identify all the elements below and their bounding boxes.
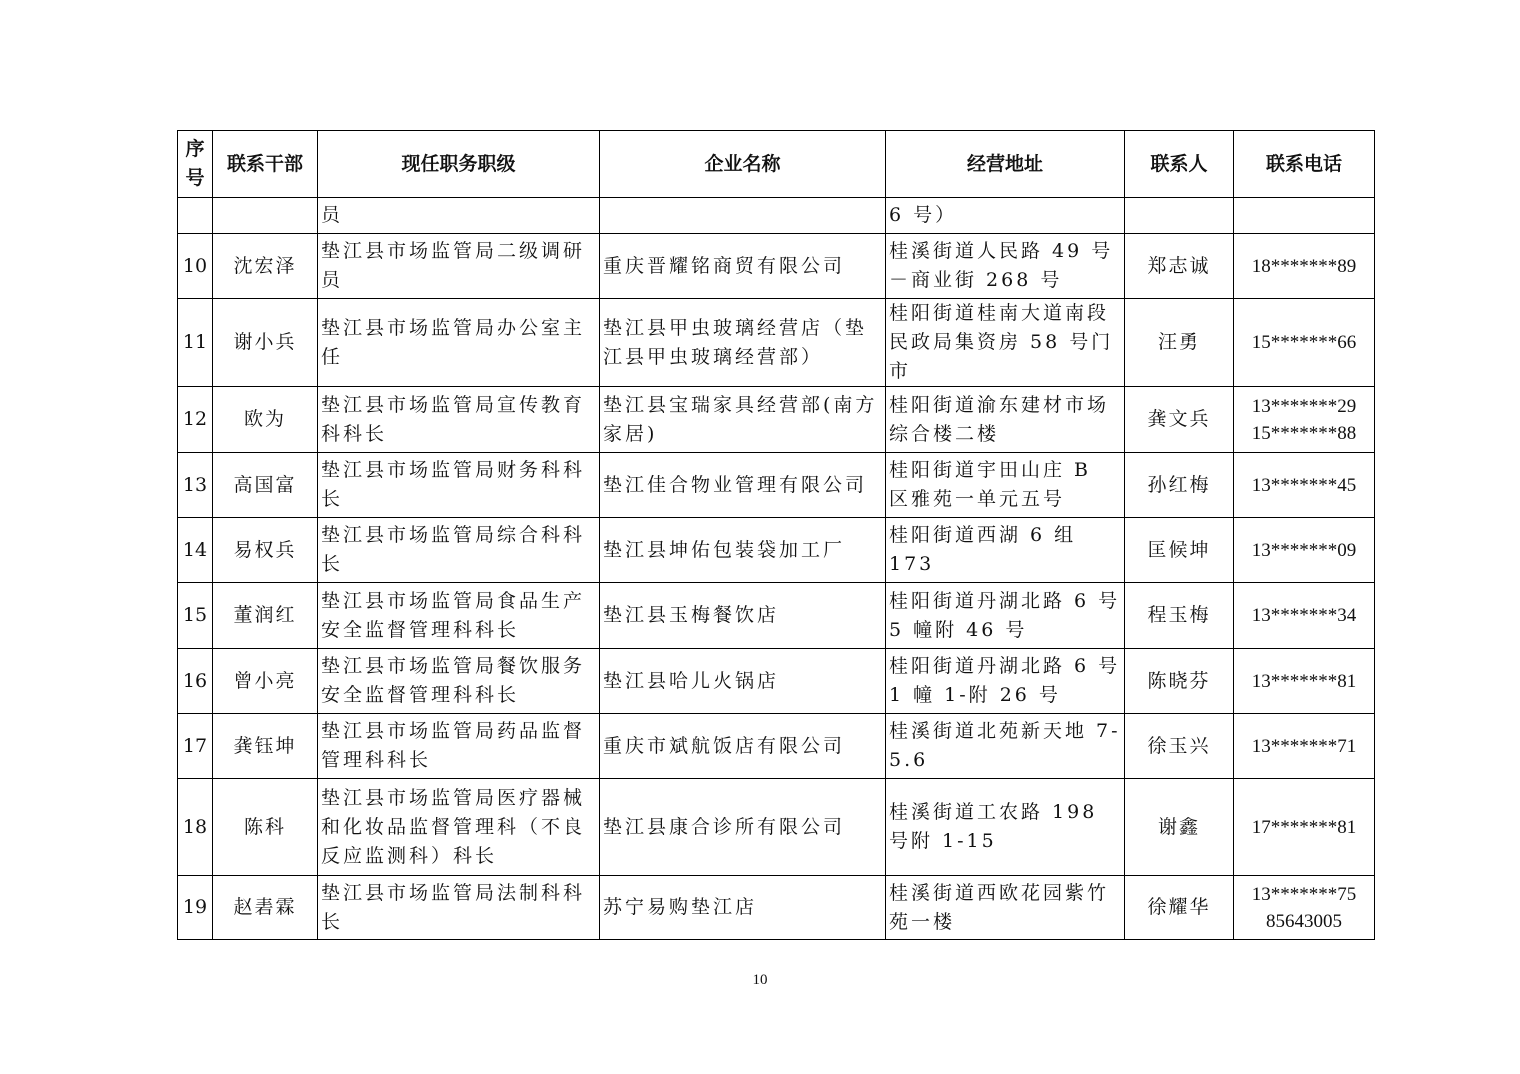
cell-phone xyxy=(1234,387,1375,453)
cell-seq: 19 xyxy=(178,876,213,940)
cell-address: 桂阳街道丹湖北路 6 号 5 幢附 46 号 xyxy=(886,583,1125,649)
cell-position: 垫江县市场监管局办公室主任 xyxy=(318,299,600,387)
cell-address: 桂阳街道渝东建材市场综合楼二楼 xyxy=(886,387,1125,453)
cell-address: 桂阳街道西湖 6 组 173 xyxy=(886,518,1125,583)
cell-position: 垫江县市场监管局财务科科长 xyxy=(318,453,600,518)
cell-company: 垫江县哈儿火锅店 xyxy=(600,649,886,714)
table-row xyxy=(178,299,1375,387)
cell-contact-person: 汪勇 xyxy=(1125,299,1234,387)
table-row xyxy=(178,583,1375,649)
cell-company: 垫江县坤佑包装袋加工厂 xyxy=(600,518,886,583)
cell-position: 员 xyxy=(318,198,600,234)
cell-contact-cadre xyxy=(213,198,318,234)
cell-phone xyxy=(1234,453,1375,518)
header-company: 企业名称 xyxy=(600,131,886,198)
cell-seq: 10 xyxy=(178,234,213,299)
header-address: 经营地址 xyxy=(886,131,1125,198)
page-number: 10 xyxy=(752,972,768,988)
table-row xyxy=(178,453,1375,518)
table-row xyxy=(178,779,1375,876)
cell-phone xyxy=(1234,714,1375,779)
table-row xyxy=(178,876,1375,940)
cell-seq: 11 xyxy=(178,299,213,387)
header-contact-person: 联系人 xyxy=(1125,131,1234,198)
cell-seq: 16 xyxy=(178,649,213,714)
cell-position: 垫江县市场监管局食品生产安全监督管理科科长 xyxy=(318,583,600,649)
header-row xyxy=(178,131,1375,198)
cell-company: 垫江县康合诊所有限公司 xyxy=(600,779,886,876)
cell-company: 苏宁易购垫江店 xyxy=(600,876,886,940)
cell-position: 垫江县市场监管局法制科科长 xyxy=(318,876,600,940)
cell-contact-cadre: 曾小亮 xyxy=(213,649,318,714)
cell-phone xyxy=(1234,299,1375,387)
cell-contact-cadre: 欧为 xyxy=(213,387,318,453)
cell-position: 垫江县市场监管局二级调研员 xyxy=(318,234,600,299)
table-row xyxy=(178,649,1375,714)
cell-contact-person: 郑志诚 xyxy=(1125,234,1234,299)
phone-number: 85643005 xyxy=(1266,910,1342,932)
cell-company: 垫江佳合物业管理有限公司 xyxy=(600,453,886,518)
cell-company: 重庆晋耀铭商贸有限公司 xyxy=(600,234,886,299)
phone-number: 15*******66 xyxy=(1251,332,1357,353)
cell-contact-person: 龚文兵 xyxy=(1125,387,1234,453)
phone-number: 13*******34 xyxy=(1251,605,1357,626)
phone-number: 13*******75 xyxy=(1251,883,1357,905)
header-position: 现任职务职级 xyxy=(318,131,600,198)
cell-contact-cadre: 易权兵 xyxy=(213,518,318,583)
cell-company xyxy=(600,198,886,234)
table-row xyxy=(178,234,1375,299)
header-seq: 序号 xyxy=(178,131,213,198)
cell-address: 桂阳街道桂南大道南段民政局集资房 58 号门市 xyxy=(886,299,1125,387)
cell-seq xyxy=(178,198,213,234)
phone-number: 13*******81 xyxy=(1251,670,1357,692)
cell-contact-cadre: 谢小兵 xyxy=(213,299,318,387)
cell-address: 桂溪街道北苑新天地 7-5.6 xyxy=(886,714,1125,779)
cell-contact-cadre: 陈科 xyxy=(213,779,318,876)
cell-company: 垫江县宝瑞家具经营部(南方家居) xyxy=(600,387,886,453)
cell-phone xyxy=(1234,876,1375,940)
cell-company: 垫江县玉梅餐饮店 xyxy=(600,583,886,649)
cell-contact-person: 徐耀华 xyxy=(1125,876,1234,940)
table-row xyxy=(178,387,1375,453)
cell-contact-cadre: 高国富 xyxy=(213,453,318,518)
cell-contact-person: 陈晓芬 xyxy=(1125,649,1234,714)
cell-seq: 15 xyxy=(178,583,213,649)
cell-position: 垫江县市场监管局餐饮服务安全监督管理科科长 xyxy=(318,649,600,714)
cell-phone xyxy=(1234,234,1375,299)
cell-phone xyxy=(1234,198,1375,234)
header-phone: 联系电话 xyxy=(1234,131,1375,198)
cell-position: 垫江县市场监管局宣传教育科科长 xyxy=(318,387,600,453)
phone-number: 13*******29 xyxy=(1251,395,1357,417)
cell-company: 重庆市斌航饭店有限公司 xyxy=(600,714,886,779)
cell-address: 桂阳街道宇田山庄 B 区雅苑一单元五号 xyxy=(886,453,1125,518)
cell-seq: 12 xyxy=(178,387,213,453)
table-row-carryover xyxy=(178,198,1375,234)
cell-seq: 13 xyxy=(178,453,213,518)
cell-contact-cadre: 赵砉霖 xyxy=(213,876,318,940)
cell-contact-cadre: 沈宏泽 xyxy=(213,234,318,299)
cell-contact-person: 谢鑫 xyxy=(1125,779,1234,876)
cell-seq: 14 xyxy=(178,518,213,583)
table-row xyxy=(178,518,1375,583)
cell-seq: 18 xyxy=(178,779,213,876)
phone-number: 13*******09 xyxy=(1251,539,1357,561)
cell-contact-person xyxy=(1125,198,1234,234)
cell-position: 垫江县市场监管局药品监督管理科科长 xyxy=(318,714,600,779)
cell-address: 桂溪街道工农路 198 号附 1-15 xyxy=(886,779,1125,876)
phone-number: 13*******45 xyxy=(1251,474,1357,496)
cell-phone xyxy=(1234,649,1375,714)
table-row xyxy=(178,714,1375,779)
header-contact-cadre: 联系干部 xyxy=(213,131,318,198)
cell-contact-person: 孙红梅 xyxy=(1125,453,1234,518)
cell-phone xyxy=(1234,583,1375,649)
cell-contact-cadre: 龚钰坤 xyxy=(213,714,318,779)
phone-number: 17*******81 xyxy=(1251,816,1357,838)
phone-number: 15*******88 xyxy=(1251,422,1357,444)
phone-number: 13*******71 xyxy=(1251,735,1357,757)
cell-position: 垫江县市场监管局综合科科长 xyxy=(318,518,600,583)
contacts-table xyxy=(177,130,1375,940)
cell-address: 桂阳街道丹湖北路 6 号 1 幢 1-附 26 号 xyxy=(886,649,1125,714)
phone-number: 18*******89 xyxy=(1251,255,1357,277)
cell-position: 垫江县市场监管局医疗器械和化妆品监督管理科（不良反应监测科）科长 xyxy=(318,779,600,876)
cell-address: 桂溪街道西欧花园紫竹苑一楼 xyxy=(886,876,1125,940)
cell-phone xyxy=(1234,779,1375,876)
cell-contact-person: 程玉梅 xyxy=(1125,583,1234,649)
cell-address: 桂溪街道人民路 49 号－商业街 268 号 xyxy=(886,234,1125,299)
cell-contact-cadre: 董润红 xyxy=(213,583,318,649)
cell-contact-person: 徐玉兴 xyxy=(1125,714,1234,779)
cell-phone xyxy=(1234,518,1375,583)
cell-contact-person: 匡候坤 xyxy=(1125,518,1234,583)
cell-seq: 17 xyxy=(178,714,213,779)
cell-address: 6 号） xyxy=(886,198,1125,234)
cell-company: 垫江县甲虫玻璃经营店（垫江县甲虫玻璃经营部） xyxy=(600,299,886,387)
